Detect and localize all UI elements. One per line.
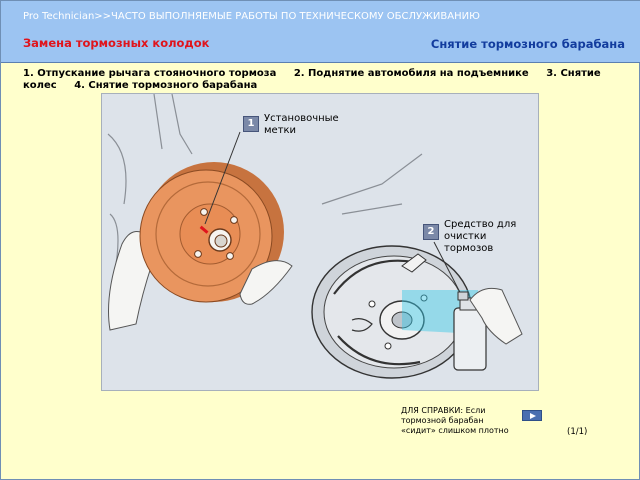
play-icon	[530, 413, 536, 419]
header	[1, 1, 640, 63]
step-item-1[interactable]: 1. Отпускание рычага стояночного тормоза	[23, 68, 277, 79]
callout-1-label: Установочные метки	[264, 113, 339, 136]
page-heading: Снятие тормозного барабана	[430, 37, 625, 51]
illustration-panel	[101, 93, 539, 391]
callout-2-number: 2	[423, 224, 439, 240]
section-title: Замена тормозных колодок	[23, 36, 210, 50]
callout-2-label: Средство для очистки тормозов	[444, 219, 517, 254]
step-item-2[interactable]: 2. Поднятие автомобиля на подъемнике	[293, 68, 529, 79]
step-item-3[interactable]: 3. Снятие колес	[23, 68, 601, 91]
play-button[interactable]	[522, 410, 542, 421]
page-counter: (1/1)	[567, 427, 588, 437]
callout-1-number: 1	[243, 116, 259, 132]
reference-note: ДЛЯ СПРАВКИ: Если тормозной барабан «сидит» слишком плотно	[401, 406, 509, 435]
step-item-4[interactable]: 4. Снятие тормозного барабана	[74, 80, 258, 91]
step-list	[23, 68, 635, 92]
breadcrumb[interactable]: Pro Technician>>ЧАСТО ВЫПОЛНЯЕМЫЕ РАБОТЫ ПО ТЕХНИЧЕСКОМУ ОБСЛУЖИВАНИЮ	[23, 11, 480, 22]
